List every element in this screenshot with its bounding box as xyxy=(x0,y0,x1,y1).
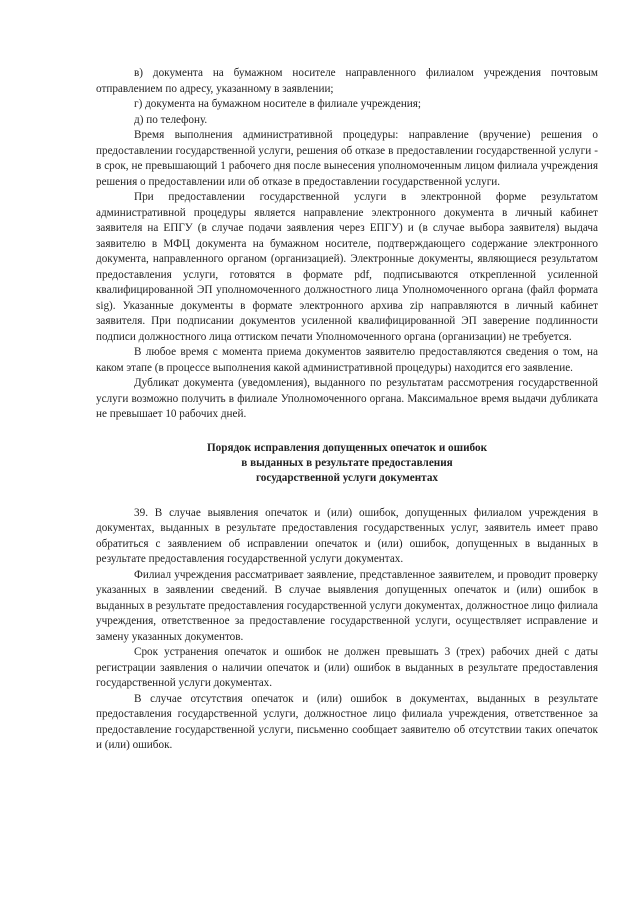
paragraph-no-errors: В случае отсутствия опечаток и (или) ошибок в документах, выданных в результате предоставления государственной услуги, должностное лицо филиала учреждения, ответственное за предоставление государственной услуги, письменно сообщает заявителю об отсутствии таких опечаток и (или) ошибок. xyxy=(96,692,598,751)
heading-line: Порядок исправления допущенных опечаток и ошибок xyxy=(206,441,488,454)
paragraph-delivery-option-g: г) документа на бумажном носителе в филиале учреждения; xyxy=(134,98,422,110)
paragraph-status-info: В любое время с момента приема документов заявителю предоставляются сведения о том, на каком этапе (в процессе выполнения какой административной процедуры) находится его заявление. xyxy=(96,346,598,374)
document-page xyxy=(96,66,598,754)
paragraph-procedure-time: Время выполнения административной процедуры: направление (вручение) решения о предоставлении государственной услуги, решения об отказе в предоставлении государственной услуги - в срок, не превышающий 1 рабочего дня после вынесения уполномоченным лицом филиала учреждения решения о предоставлении или об отказе в предоставлении государственной услуги. xyxy=(96,129,598,188)
paragraph-review: Филиал учреждения рассматривает заявление, представленное заявителем, и проводит проверку указанных в заявлении сведений. В случае выявления допущенных опечаток и (или) ошибок в выданных в результате предоставления государственной услуги документах, должностное лицо филиала учреждения, ответственное за предоставление государственной услуги, осуществляет исправление и замену указанных документов. xyxy=(96,568,598,643)
heading-line: государственной услуги документах xyxy=(255,471,439,484)
section-heading xyxy=(96,441,598,486)
paragraph-duplicate: Дубликат документа (уведомления), выданного по результатам рассмотрения государственной услуги возможно получить в филиале Уполномоченного органа. Максимальное время выдачи дубликата не превышает 10 рабочих дней. xyxy=(96,377,598,420)
heading-line: в выданных в результате предоставления xyxy=(241,456,453,469)
paragraph-electronic-result: При предоставлении государственной услуги в электронной форме результатом административной процедуры является направление электронного документа в личный кабинет заявителя на ЕПГУ (в случае подачи заявления через ЕПГУ) и (в случае выбора заявителя) выдача заявителю в МФЦ документа на бумажном носителе, подтверждающего содержание электронного документа, направленного органом (организацией). Электронные документы, являющиеся результатом предоставления услуги, готовятся в формате pdf, подписываются открепленной усиленной квалифицированной ЭП уполномоченного должностного лица Уполномоченного органа (файл формата sig). Указанные документы в формате электронного архива zip направляются в личный кабинет заявителя. При подписании документов усиленной квалифицированной ЭП заверение подлинности подписи должностного лица оттиском печати Уполномоченного органа (организации) не требуется. xyxy=(96,191,598,343)
paragraph-correction-term: Срок устранения опечаток и ошибок не должен превышать 3 (трех) рабочих дней с даты регистрации заявления о наличии опечаток и (или) ошибок в выданных в результате предоставления государственной услуги документах. xyxy=(96,646,598,689)
paragraph-39: 39. В случае выявления опечаток и (или) ошибок, допущенных филиалом учреждения в документах, выданных в результате предоставления государственных услуг, заявитель имеет право обратиться с заявлением об исправлении опечаток и (или) ошибок, допущенных в выданных в результате предоставления государственной услуги документах. xyxy=(96,506,598,565)
paragraph-delivery-option-d: д) по телефону. xyxy=(134,113,208,126)
paragraph-delivery-option-v: в) документа на бумажном носителе направленного филиалом учреждения почтовым отправлением по адресу, указанному в заявлении; xyxy=(96,67,598,95)
